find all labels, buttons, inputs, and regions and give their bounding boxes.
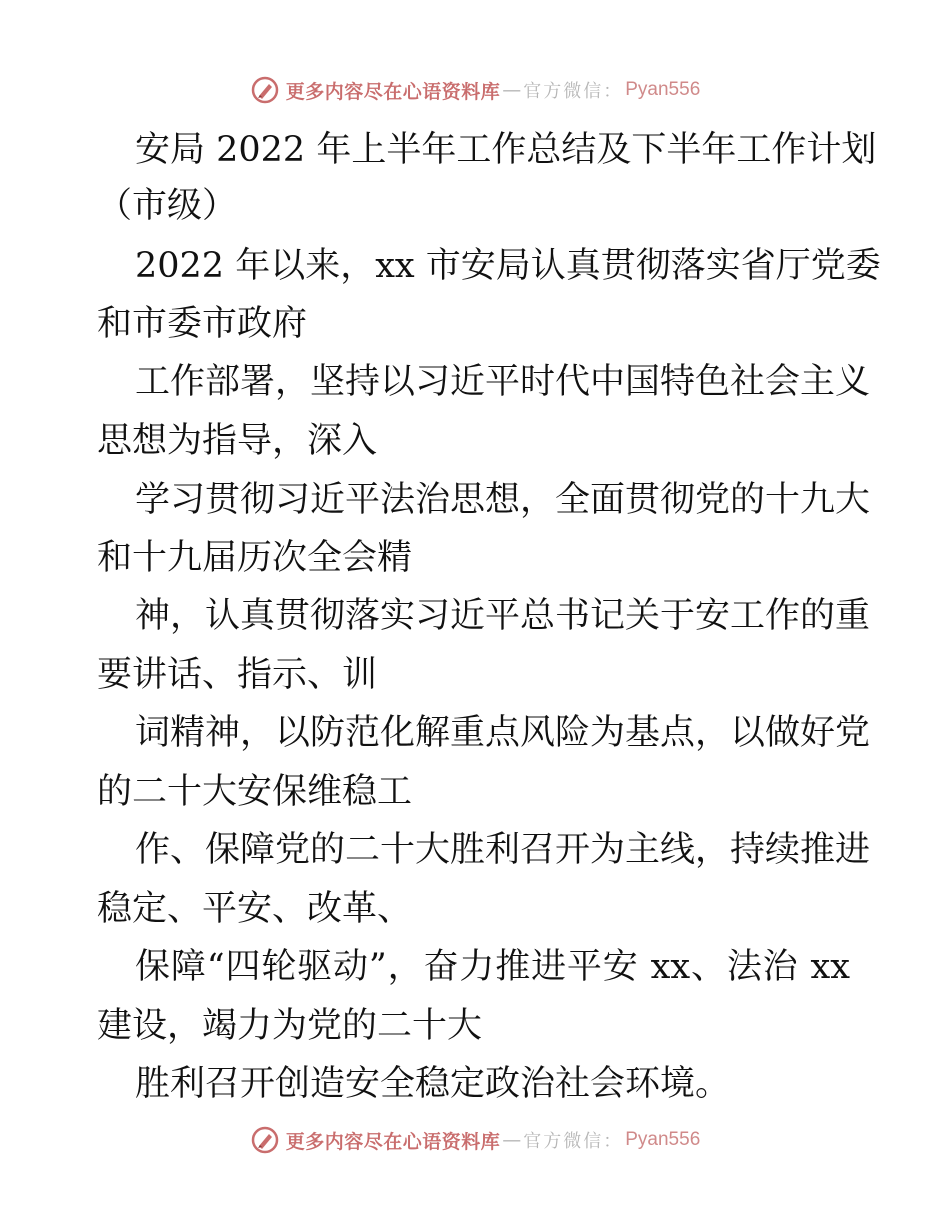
watermark-wechat-id: Pyan556 (625, 1129, 701, 1150)
doc-title-line-1: 安局 2022 年上半年工作总结及下半年工作计划 (135, 130, 877, 170)
doc-line: 工作部署，坚持以习近平时代中国特色社会主义 (135, 362, 871, 402)
doc-line: 神，认真贯彻落实习近平总书记关于安工作的重 (135, 596, 871, 636)
doc-line: 思想为指导，深入 (97, 421, 378, 461)
watermark-side-text: 官方微信： (523, 81, 624, 102)
doc-line: 2022 年以来，xx 市安局认真贯彻落实省厅党委 (135, 246, 881, 286)
doc-line: 作、保障党的二十大胜利召开为主线，持续推进 (135, 830, 871, 870)
doc-line: 胜利召开创造安全稳定政治社会环境。 (135, 1064, 731, 1104)
doc-line: 和市委市政府 (97, 304, 308, 344)
watermark-wechat-id: Pyan556 (625, 79, 701, 100)
watermark-banner-top (0, 70, 950, 110)
pen-logo-icon (250, 1125, 280, 1155)
doc-line: 的二十大安保维稳工 (97, 772, 413, 812)
doc-line: 词精神，以防范化解重点风险为基点，以做好党 (135, 713, 871, 753)
doc-title-line-2: （市级） (97, 186, 238, 226)
doc-line: 建设，竭力为党的二十大 (97, 1006, 483, 1046)
doc-line: 和十九届历次全会精 (97, 538, 413, 578)
pen-logo-icon (250, 75, 280, 105)
watermark-dash: — (502, 79, 522, 101)
watermark-main-text: 更多内容尽在心语资料库 (285, 80, 501, 103)
watermark-side-text: 官方微信： (523, 1131, 624, 1152)
doc-line: 要讲话、指示、训 (97, 655, 378, 695)
watermark-banner-bottom (0, 1120, 950, 1160)
doc-line: 稳定、平安、改革、 (97, 889, 413, 929)
doc-line: 保障“四轮驱动”，奋力推进平安 xx、法治 xx (135, 947, 850, 987)
watermark-main-text: 更多内容尽在心语资料库 (285, 1130, 501, 1153)
watermark-dash: — (502, 1129, 522, 1151)
doc-line: 学习贯彻习近平法治思想，全面贯彻党的十九大 (135, 480, 871, 520)
